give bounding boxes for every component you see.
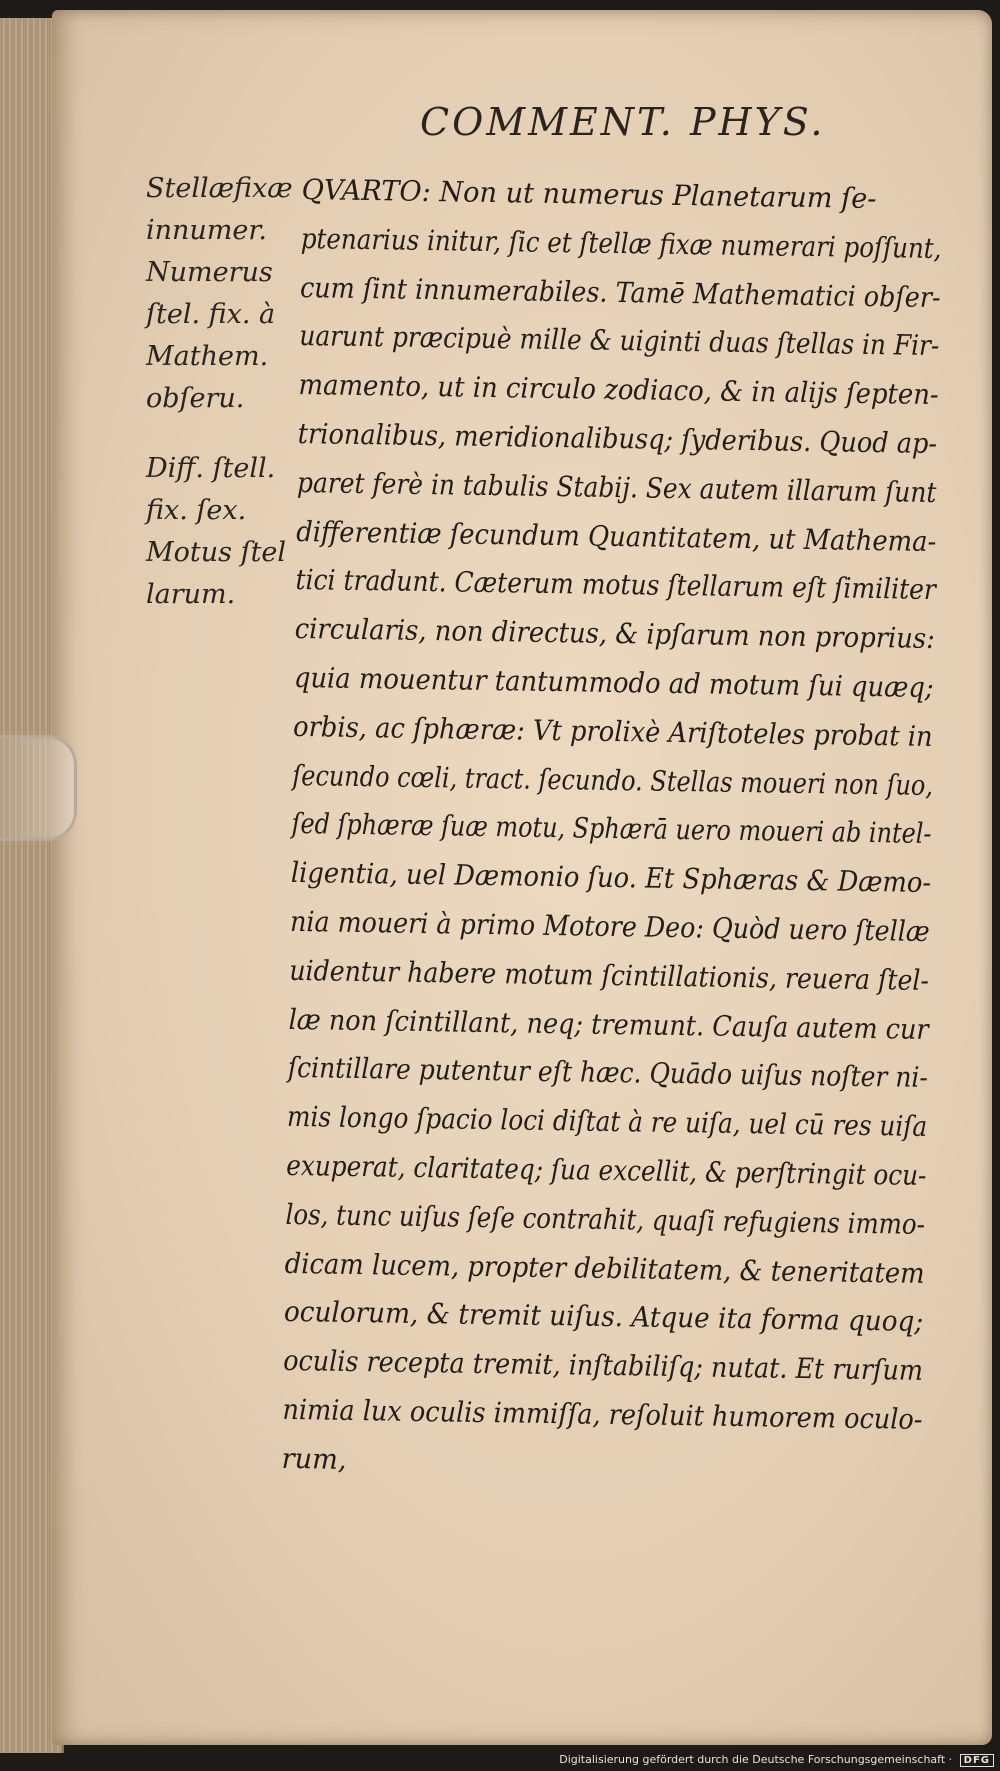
text-line: los, tunc uiſus ſeſe contrahit, quaſi refugiens immo- xyxy=(285,1197,926,1241)
credit-text: Digitalisierung gefördert durch die Deutsche Forschungsgemeinschaft · xyxy=(559,1753,953,1766)
text-line: cum ſint innumerabiles. Tamē Mathematici obſer- xyxy=(299,270,941,314)
margin-note: ſtel. fix. à xyxy=(146,299,276,330)
margin-note: obſeru. xyxy=(146,383,245,414)
text-line: læ non ſcintillant, neq; tremunt. Cauſa autem cur xyxy=(288,1002,929,1046)
text-line: trionalibus, meridionalibusq; ſyderibus. Quod ap- xyxy=(297,416,938,460)
text-line: ligentia, uel Dæmonio ſuo. Et Sphæras & Dæmo- xyxy=(290,856,932,900)
text-line: dicam lucem, propter debilitatem, & teneritatem xyxy=(284,1246,925,1290)
text-line: uidentur habere motum ſcintillationis, reuera ſtel- xyxy=(289,953,930,997)
text-line: ſed ſphæræ ſuæ motu, Sphærā uero moueri ab intel- xyxy=(291,807,932,851)
margin-note: innumer. xyxy=(146,215,267,246)
text-line: mamento, ut in circulo zodiaco, & in alijs ſepten- xyxy=(298,368,939,412)
text-line: ſecundo cœli, tract. ſecundo. Stellas moueri non ſuo, xyxy=(292,758,934,802)
margin-note: fix. ſex. xyxy=(146,495,247,526)
digitization-credit xyxy=(559,1753,994,1767)
text-line: quia mouentur tantummodo ad motum ſui quæq; xyxy=(293,660,934,704)
text-line: orbis, ac ſphæræ: Vt prolixè Ariſtoteles probat in xyxy=(292,709,933,753)
text-line: differentiæ ſecundum Quantitatem, ut Mathema- xyxy=(296,514,937,558)
margin-note: larum. xyxy=(146,579,236,610)
margin-note: Mathem. xyxy=(146,341,269,372)
margin-notes xyxy=(146,168,306,616)
text-line: uarunt præcipuè mille & uiginti duas ſtellas in Fir- xyxy=(299,319,940,363)
text-line: nia moueri à primo Motore Deo: Quòd uero ſtellæ xyxy=(289,904,930,948)
margin-note: Motus ſtel xyxy=(146,537,287,568)
margin-note: Stellæfixæ xyxy=(146,173,293,204)
text-line: paret ferè in tabulis Stabij. Sex autem illarum ſunt xyxy=(296,465,937,509)
catchword: rum, xyxy=(281,1441,347,1476)
text-line: exuperat, claritateq; ſua excellit, & perſtringit ocu- xyxy=(286,1148,927,1192)
margin-note: Diff. ſtell. xyxy=(146,453,276,484)
running-header: COMMENT. PHYS. xyxy=(420,100,826,144)
text-line: oculorum, & tremit uiſus. Atque ita forma quoq; xyxy=(283,1295,924,1339)
page-clip xyxy=(0,735,77,841)
text-line: tici tradunt. Cæterum motus ſtellarum eſt ſimiliter xyxy=(295,563,937,607)
text-line: ptenarius initur, ſic et ſtellæ fixæ numerari poſſunt, xyxy=(300,221,942,265)
dfg-logo-icon: DFG xyxy=(960,1754,994,1767)
text-line: ſcintillare putentur eſt hæc. Quādo uiſus noſter ni- xyxy=(287,1051,929,1095)
text-line: nimia lux oculis immiſſa, reſoluit humorem oculo- xyxy=(282,1392,923,1436)
body-text xyxy=(281,166,962,1494)
text-line: mis longo ſpacio loci diſtat à re uiſa, uel cū res uiſa xyxy=(286,1100,928,1144)
text-line: circularis, non directus, & ipſarum non proprius: xyxy=(294,612,936,656)
margin-note: Numerus xyxy=(146,257,273,288)
text-line: QVARTO: Non ut numerus Planetarum ſe- xyxy=(301,172,877,216)
text-line: oculis recepta tremit, inſtabiliſq; nutat. Et rurſum xyxy=(282,1343,924,1388)
